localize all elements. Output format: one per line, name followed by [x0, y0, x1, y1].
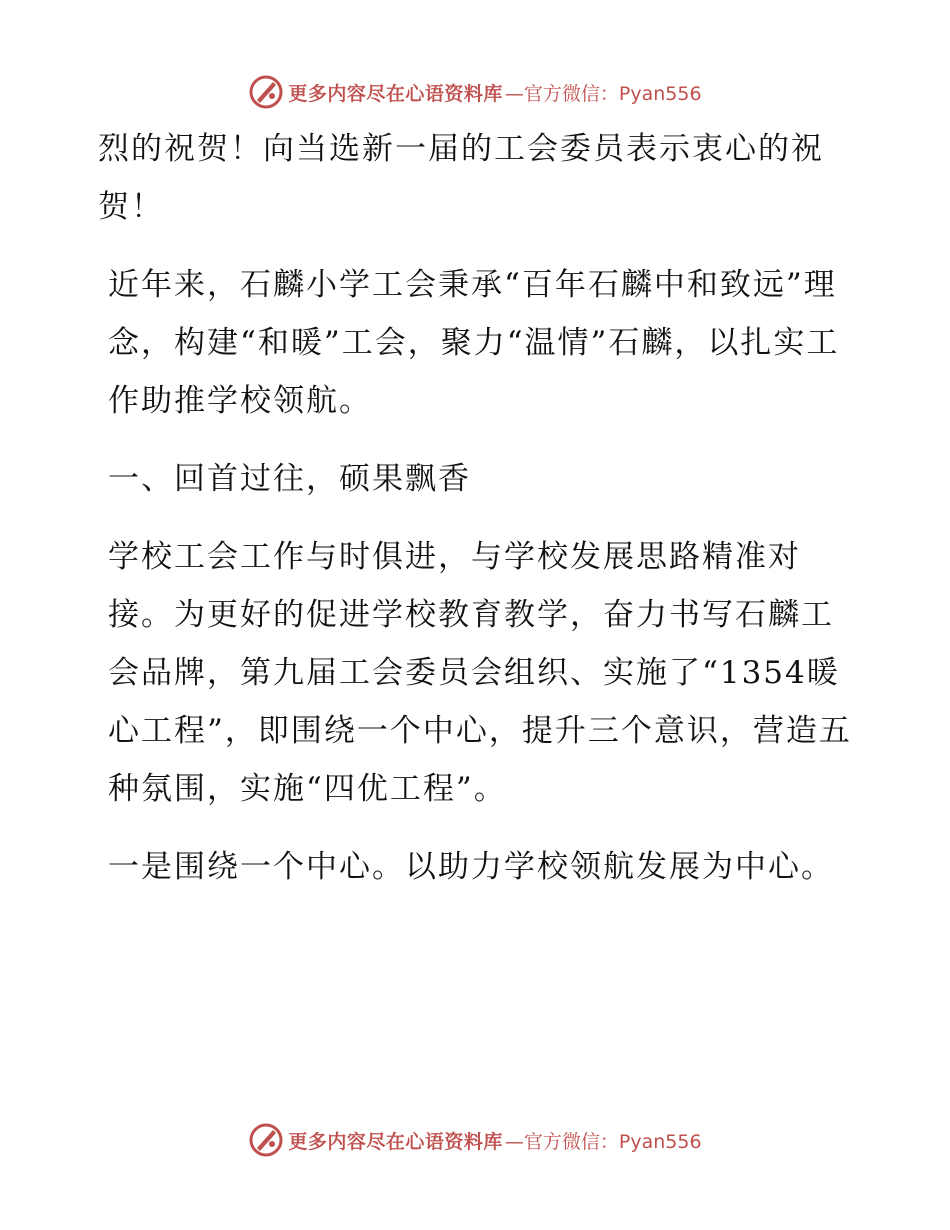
footer-watermark — [0, 1120, 950, 1160]
header-watermark — [0, 72, 950, 112]
section-heading: 一、回首过往，硕果飘香 — [108, 461, 471, 497]
paragraph-1: 烈的祝贺！向当选新一届的工会委员表示衷心的祝贺！ — [98, 131, 824, 225]
paragraph-4: 一是围绕一个中心。以助力学校领航发展为中心。 — [108, 849, 834, 885]
logo-icon — [248, 74, 284, 110]
paragraph-3: 学校工会工作与时俱进，与学校发展思路精准对接。为更好的促进学校教育教学，奋力书写石麟工会品牌，第九届工会委员会组织、实施了“1354暖心工程”，即围绕一个中心，提升三个意识，营造五种氛围，实施“四优工程”。 — [108, 539, 852, 807]
watermark-main-text: 更多内容尽在心语资料库 — [288, 82, 503, 105]
watermark-main-text: 更多内容尽在心语资料库 — [288, 1130, 503, 1153]
watermark-sub-text: —官方微信：Pyan556 — [504, 1130, 702, 1153]
paragraph-2: 近年来，石麟小学工会秉承“百年石麟中和致远”理念，构建“和暖”工会，聚力“温情”石麟，以扎实工作助推学校领航。 — [108, 267, 840, 419]
watermark-sub-text: —官方微信：Pyan556 — [504, 82, 702, 105]
document-body — [98, 120, 858, 916]
logo-icon — [248, 1122, 284, 1158]
